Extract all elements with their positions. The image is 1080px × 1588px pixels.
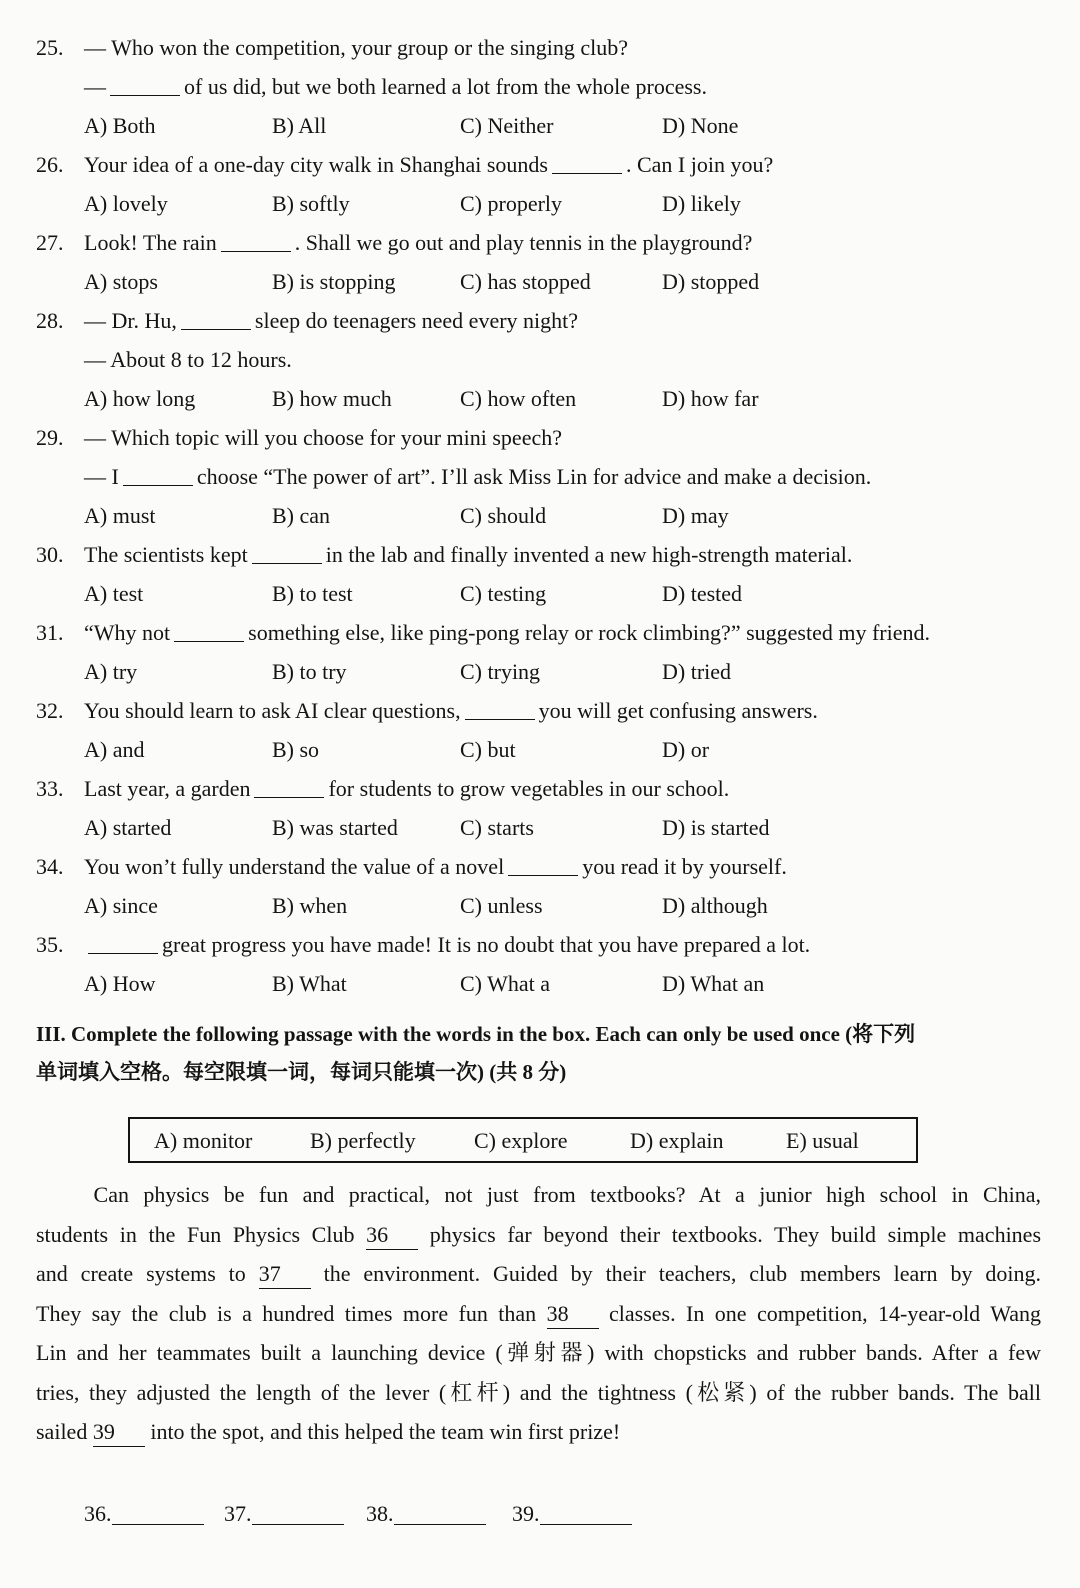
question-text-post: sleep do teenagers need every night? (254, 308, 579, 333)
option-b[interactable]: B) so (272, 737, 320, 762)
answer-underline[interactable] (540, 1498, 632, 1525)
answer-label: 36. (84, 1500, 112, 1526)
question-number: 27. (36, 230, 64, 255)
question-line (36, 145, 1051, 184)
question-29 (36, 418, 1051, 535)
options-row (36, 379, 1051, 418)
question-text (84, 847, 787, 886)
passage-line (36, 1373, 1041, 1413)
options-row (36, 106, 1051, 145)
answer-blank[interactable] (465, 697, 535, 720)
option-a[interactable]: A) how long (84, 386, 196, 411)
question-line (36, 769, 1051, 808)
question-number: 26. (36, 152, 64, 177)
option-b[interactable]: B) how much (272, 386, 392, 411)
question-text-pre: You won’t fully understand the value of a novel (84, 854, 505, 879)
option-b[interactable]: B) to test (272, 581, 353, 606)
answer-slot-37[interactable] (224, 1494, 344, 1534)
option-b[interactable]: B) was started (272, 815, 398, 840)
options-row (36, 184, 1051, 223)
question-text-pre: — About 8 to 12 hours. (84, 347, 292, 372)
question-32 (36, 691, 1051, 769)
option-c[interactable]: C) Neither (460, 113, 554, 138)
question-number: 30. (36, 542, 64, 567)
question-text-pre: Look! The rain (84, 230, 217, 255)
answer-blank[interactable] (174, 619, 244, 642)
passage-text: and create systems to (36, 1261, 259, 1286)
question-31 (36, 613, 1051, 691)
option-b[interactable]: B) is stopping (272, 269, 396, 294)
passage-text: classes. In one competition, 14-year-old Wang (598, 1300, 1041, 1326)
question-line (36, 418, 1051, 457)
question-text-post: you read it by yourself. (582, 854, 787, 879)
option-d[interactable]: D) None (662, 113, 739, 138)
answer-slot-38[interactable] (366, 1494, 486, 1534)
option-d[interactable]: D) is started (662, 815, 770, 840)
option-b[interactable]: B) to try (272, 659, 347, 684)
question-number: 32. (36, 698, 64, 723)
option-c[interactable]: C) What a (460, 971, 551, 996)
option-b[interactable]: B) What (272, 971, 347, 996)
passage-line (36, 1294, 1041, 1334)
answer-blank[interactable] (221, 229, 291, 252)
passage-blank-39[interactable]: 39 (93, 1418, 145, 1447)
option-c[interactable]: C) should (460, 503, 547, 528)
option-a[interactable]: A) and (84, 737, 145, 762)
option-c[interactable]: C) starts (460, 815, 534, 840)
option-d[interactable]: D) What an (662, 971, 765, 996)
question-text-post: of us did, but we both learned a lot from the whole process. (184, 74, 707, 99)
passage-text: Can physics be fun and practical, not just from textbooks? At a junior high school in China, (36, 1182, 1041, 1207)
question-33 (36, 769, 1051, 847)
question-35 (36, 925, 1051, 1003)
passage-blank-36[interactable]: 36 (366, 1221, 418, 1250)
option-d[interactable]: D) may (662, 503, 729, 528)
question-number: 25. (36, 35, 64, 60)
question-line (36, 847, 1051, 886)
answer-slot-36[interactable] (84, 1494, 204, 1534)
answer-blank[interactable] (254, 775, 324, 798)
word-box-item: A) monitor (154, 1128, 253, 1153)
answer-blank[interactable] (123, 463, 193, 486)
word-box (128, 1117, 918, 1163)
question-text (84, 67, 707, 106)
answer-slot-39[interactable] (512, 1494, 632, 1534)
question-text (84, 457, 871, 496)
question-text-pre: — Who won the competition, your group or the singing club? (84, 35, 629, 60)
question-line (36, 535, 1051, 574)
passage-text: students in the Fun Physics Club (36, 1221, 367, 1247)
option-d[interactable]: D) or (662, 737, 710, 762)
answer-blank[interactable] (508, 853, 578, 876)
question-27 (36, 223, 1051, 301)
question-text-post: choose “The power of art”. I’ll ask Miss Lin for advice and make a decision. (196, 464, 872, 489)
question-text (84, 691, 818, 730)
passage-text: Lin and her teammates built a launching device (弹射器) with chopsticks and rubber bands. After a few (36, 1340, 1041, 1365)
question-number: 34. (36, 854, 64, 879)
question-line (36, 925, 1051, 964)
question-text (84, 769, 729, 808)
passage-line (36, 1175, 1041, 1215)
option-c[interactable]: C) has stopped (460, 269, 591, 294)
question-number: 33. (36, 776, 64, 801)
option-c[interactable]: C) trying (460, 659, 541, 684)
answer-label: 37. (224, 1500, 252, 1526)
passage-text: sailed (36, 1419, 93, 1444)
question-text-post: in the lab and finally invented a new high-strength material. (325, 542, 853, 567)
passage-text: the environment. Guided by their teachers, club members learn by doing. (310, 1261, 1041, 1286)
passage-line (36, 1254, 1041, 1294)
option-b[interactable]: B) softly (272, 191, 350, 216)
option-d[interactable]: D) stopped (662, 269, 760, 294)
option-a[interactable]: A) lovely (84, 191, 168, 216)
question-text-pre: Last year, a garden (84, 776, 251, 801)
passage (36, 1175, 1041, 1452)
option-a[interactable]: A) must (84, 503, 156, 528)
question-line (36, 457, 1051, 496)
options-row (36, 730, 1051, 769)
option-c[interactable]: C) but (460, 737, 516, 762)
option-b[interactable]: B) when (272, 893, 348, 918)
question-text-pre: The scientists kept (84, 542, 248, 567)
question-text-post: . Can I join you? (625, 152, 774, 177)
option-c[interactable]: C) testing (460, 581, 547, 606)
option-a[interactable]: A) test (84, 581, 144, 606)
question-text (84, 145, 773, 184)
question-30 (36, 535, 1051, 613)
option-d[interactable]: D) tried (662, 659, 732, 684)
passage-text: physics far beyond their textbooks. They build simple machines (418, 1221, 1042, 1247)
question-text (84, 535, 852, 574)
answer-label: 39. (512, 1500, 540, 1526)
question-26 (36, 145, 1051, 223)
question-text-post: for students to grow vegetables in our school. (328, 776, 730, 801)
question-text (84, 340, 292, 379)
word-box-item: C) explore (474, 1128, 568, 1153)
answer-underline[interactable] (394, 1498, 486, 1525)
question-text (84, 613, 930, 652)
question-text-post: great progress you have made! It is no doubt that you have prepared a lot. (162, 932, 811, 957)
option-d[interactable]: D) although (662, 893, 768, 918)
question-text (84, 223, 752, 262)
passage-text: into the spot, and this helped the team win first prize! (144, 1419, 621, 1444)
answer-underline[interactable] (252, 1498, 344, 1525)
options-row (36, 964, 1051, 1003)
passage-line (36, 1333, 1041, 1373)
answer-blank[interactable] (88, 931, 158, 954)
question-line (36, 67, 1051, 106)
option-a[interactable]: A) How (84, 971, 156, 996)
answer-lines (36, 1494, 1051, 1534)
question-text (84, 418, 562, 457)
options-row (36, 262, 1051, 301)
word-box-item: D) explain (630, 1128, 724, 1153)
option-d[interactable]: D) tested (662, 581, 743, 606)
question-text-pre: Your idea of a one-day city walk in Shanghai sounds (84, 152, 548, 177)
answer-blank[interactable] (252, 541, 322, 564)
question-line (36, 28, 1051, 67)
exam-page (36, 28, 1051, 1534)
option-d[interactable]: D) likely (662, 191, 741, 216)
passage-line (36, 1215, 1041, 1255)
passage-line (36, 1412, 1041, 1452)
question-text (84, 301, 578, 340)
question-number: 35. (36, 932, 64, 957)
option-a[interactable]: A) try (84, 659, 138, 684)
question-text-pre: You should learn to ask AI clear questions, (84, 698, 461, 723)
option-d[interactable]: D) how far (662, 386, 759, 411)
question-text-pre: — Which topic will you choose for your mini speech? (84, 425, 562, 450)
answer-blank[interactable] (110, 73, 180, 96)
section-3-title (36, 1015, 1046, 1091)
word-box-item: E) usual (786, 1128, 859, 1153)
question-28 (36, 301, 1051, 418)
section-3-title-line1: III. Complete the following passage with the words in the box. Each can only be used once (将下列 (36, 1022, 916, 1046)
answer-blank[interactable] (552, 151, 622, 174)
options-row (36, 574, 1051, 613)
option-a[interactable]: A) since (84, 893, 158, 918)
question-line (36, 613, 1051, 652)
options-row (36, 808, 1051, 847)
question-line (36, 340, 1051, 379)
question-list (36, 28, 1051, 1003)
passage-blank-38[interactable]: 38 (547, 1300, 599, 1329)
option-a[interactable]: A) Both (84, 113, 156, 138)
option-c[interactable]: C) properly (460, 191, 563, 216)
question-text-post: . Shall we go out and play tennis in the playground? (294, 230, 753, 255)
option-c[interactable]: C) unless (460, 893, 543, 918)
question-text-post: you will get confusing answers. (538, 698, 818, 723)
answer-underline[interactable] (112, 1498, 204, 1525)
question-text (84, 925, 810, 964)
question-text (84, 28, 628, 67)
section-3-title-line2: 单词填入空格。每空限填一词，每词只能填一次) (共 8 分) (36, 1060, 567, 1084)
question-34 (36, 847, 1051, 925)
passage-text: They say the club is a hundred times more fun than (36, 1300, 547, 1326)
passage-text: tries, they adjusted the length of the lever (杠杆) and the tightness (松紧) of the rubber bands. The ball (36, 1379, 1041, 1405)
option-a[interactable]: A) started (84, 815, 172, 840)
passage-blank-37[interactable]: 37 (259, 1260, 311, 1289)
option-b[interactable]: B) All (272, 113, 327, 138)
question-text-pre: “Why not (84, 620, 171, 645)
question-line (36, 691, 1051, 730)
question-text-post: something else, like ping-pong relay or rock climbing?” suggested my friend. (248, 620, 930, 645)
question-number: 28. (36, 308, 64, 333)
question-number: 29. (36, 425, 64, 450)
word-box-item: B) perfectly (310, 1128, 416, 1153)
option-a[interactable]: A) stops (84, 269, 158, 294)
options-row (36, 886, 1051, 925)
question-text-pre: — Dr. Hu, (84, 308, 177, 333)
question-line (36, 301, 1051, 340)
options-row (36, 652, 1051, 691)
question-line (36, 223, 1051, 262)
question-text-pre: — (84, 74, 106, 99)
option-c[interactable]: C) how often (460, 386, 577, 411)
question-number: 31. (36, 620, 64, 645)
answer-blank[interactable] (181, 307, 251, 330)
question-25 (36, 28, 1051, 145)
options-row (36, 496, 1051, 535)
option-b[interactable]: B) can (272, 503, 331, 528)
question-text-pre: — I (84, 464, 119, 489)
answer-label: 38. (366, 1500, 394, 1526)
